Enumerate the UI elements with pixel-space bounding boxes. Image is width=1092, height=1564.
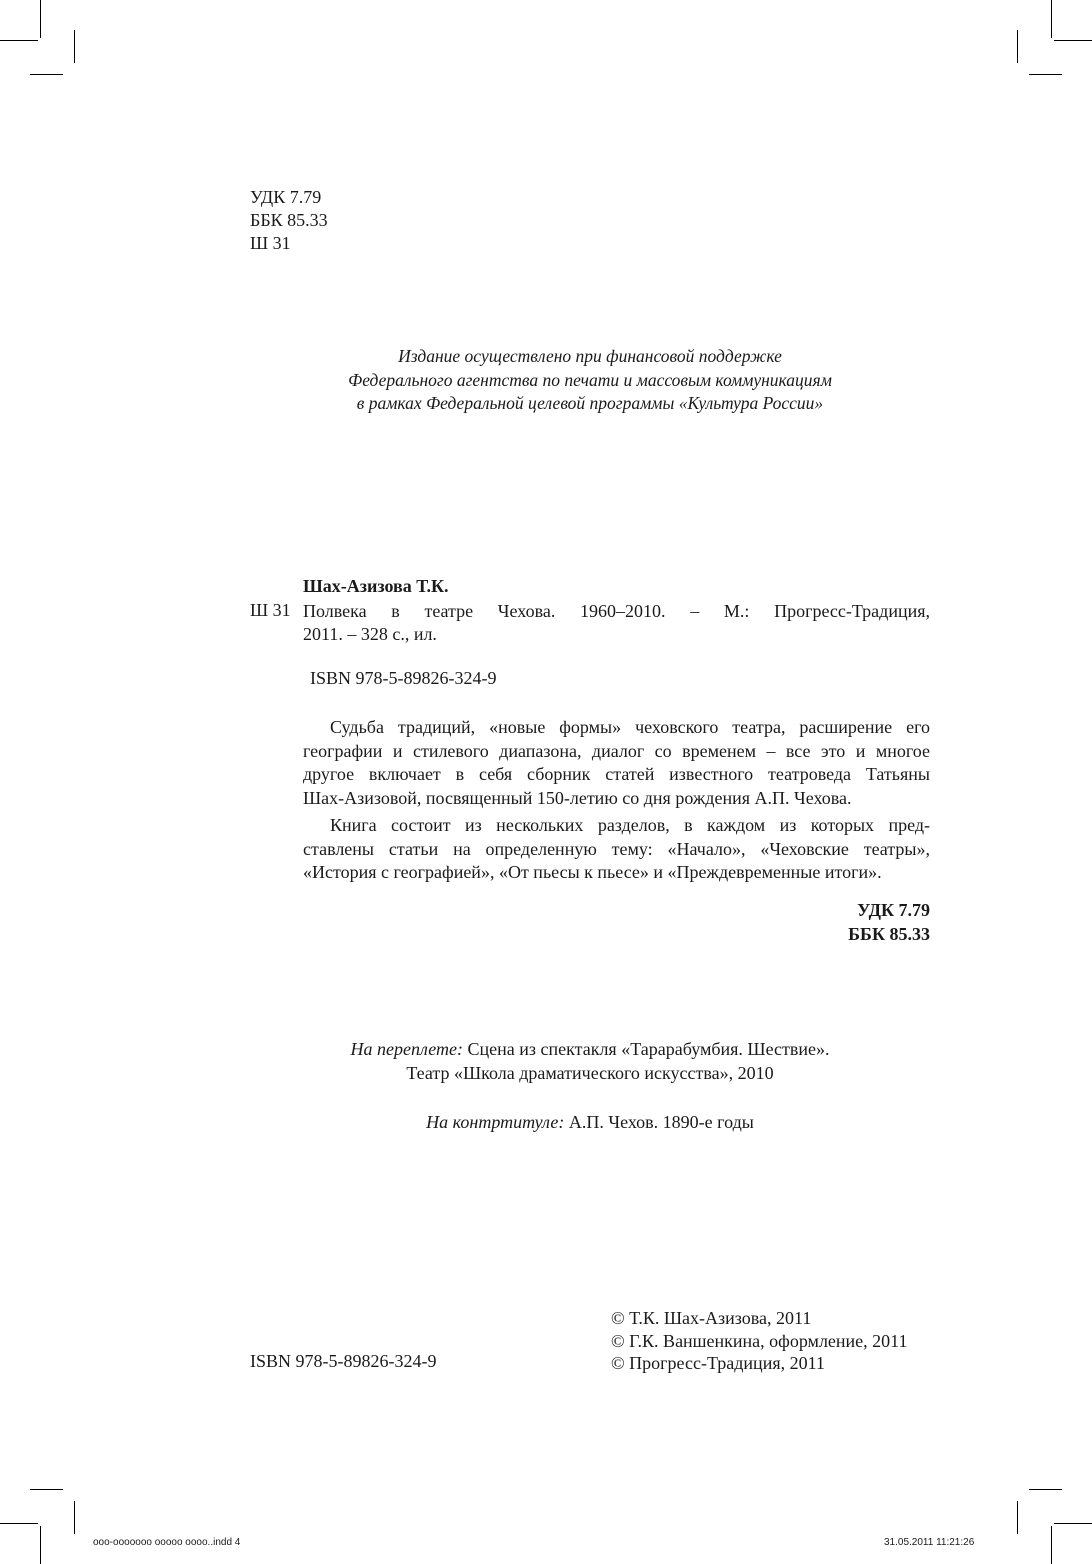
slug-filename: ооо-ооооооо ооооо оооо..indd 4 bbox=[93, 1537, 241, 1548]
isbn-entry: ISBN 978-5-89826-324-9 bbox=[310, 668, 497, 688]
crop-mark bbox=[30, 74, 63, 75]
annotation-line: Шах-Азизовой, посвященный 150-летию со дня рождения А.П. Чехова. bbox=[303, 787, 852, 808]
cover-text: Сцена из спектакля «Тарарабумбия. Шествие». bbox=[463, 1039, 830, 1059]
slug-timestamp: 31.05.2011 11:21:26 bbox=[884, 1537, 975, 1548]
bibliographic-line: 2011. – 328 с., ил. bbox=[303, 624, 437, 644]
frontispiece-text: А.П. Чехов. 1890-е годы bbox=[564, 1112, 754, 1132]
author-name: Шах-Азизова Т.К. bbox=[303, 576, 449, 596]
crop-mark bbox=[1051, 0, 1052, 38]
copyright-line: © Т.К. Шах-Азизова, 2011 bbox=[611, 1308, 812, 1328]
annotation-line: другое включает в себя сборник статей известного театроведа Татьяны bbox=[303, 764, 930, 784]
crop-mark bbox=[0, 40, 38, 41]
udk-code: УДК 7.79 bbox=[250, 187, 322, 207]
crop-mark bbox=[1029, 1489, 1062, 1490]
annotation-line: «История с географией», «От пьесы к пьесе» и «Преждевременные итоги». bbox=[303, 862, 882, 882]
crop-mark bbox=[30, 1489, 63, 1490]
crop-mark bbox=[40, 1526, 41, 1564]
classification-top bbox=[250, 186, 328, 255]
cover-label: На переплете: bbox=[350, 1039, 464, 1059]
funding-line: Федерального агентства по печати и массовым коммуникациям bbox=[348, 369, 832, 390]
annotation-line: Судьба традиций, «новые формы» чеховского театра, расширение его bbox=[330, 717, 930, 737]
isbn-bottom: ISBN 978-5-89826-324-9 bbox=[250, 1351, 437, 1371]
crop-mark bbox=[74, 1501, 75, 1534]
funding-line: в рамках Федеральной целевой программы «Культура России» bbox=[356, 393, 824, 413]
copyright-block bbox=[611, 1307, 908, 1375]
copyright-line: © Прогресс-Традиция, 2011 bbox=[611, 1353, 825, 1373]
crop-mark bbox=[1017, 30, 1018, 63]
crop-mark bbox=[0, 1523, 38, 1524]
crop-mark bbox=[1051, 1526, 1052, 1564]
copyright-line: © Г.К. Ваншенкина, оформление, 2011 bbox=[611, 1330, 908, 1351]
bbk-code: ББК 85.33 bbox=[848, 924, 930, 944]
call-number: Ш 31 bbox=[250, 600, 291, 620]
cover-credit bbox=[100, 1038, 1080, 1085]
cover-line: Театр «Школа драматического искусства», 2010 bbox=[406, 1062, 774, 1083]
frontispiece-label: На контртитуле: bbox=[426, 1112, 565, 1132]
crop-mark bbox=[74, 30, 75, 63]
author-sign: Ш 31 bbox=[250, 233, 291, 253]
funding-line: Издание осуществлено при финансовой поддержке bbox=[398, 346, 782, 366]
bibliographic-line: Полвека в театре Чехова. 1960–2010. – М.: Прогресс-Традиция, bbox=[303, 601, 930, 621]
annotation-line: ставлены статьи на определенную тему: «Начало», «Чеховские театры», bbox=[303, 838, 930, 859]
crop-mark bbox=[40, 0, 41, 38]
crop-mark bbox=[1054, 40, 1092, 41]
crop-mark bbox=[1029, 74, 1062, 75]
udk-code: УДК 7.79 bbox=[857, 900, 930, 920]
annotation bbox=[303, 716, 930, 885]
annotation-line: географии и стилевого диапазона, диалог со временем – все это и многое bbox=[303, 740, 930, 761]
crop-mark bbox=[1054, 1523, 1092, 1524]
frontispiece-credit bbox=[100, 1112, 1080, 1133]
classification-bottom bbox=[600, 898, 930, 946]
annotation-line: Книга состоит из нескольких разделов, в каждом из которых пред- bbox=[330, 815, 930, 835]
funding-note bbox=[150, 345, 1030, 416]
crop-mark bbox=[1017, 1501, 1018, 1534]
bbk-code: ББК 85.33 bbox=[250, 210, 328, 230]
